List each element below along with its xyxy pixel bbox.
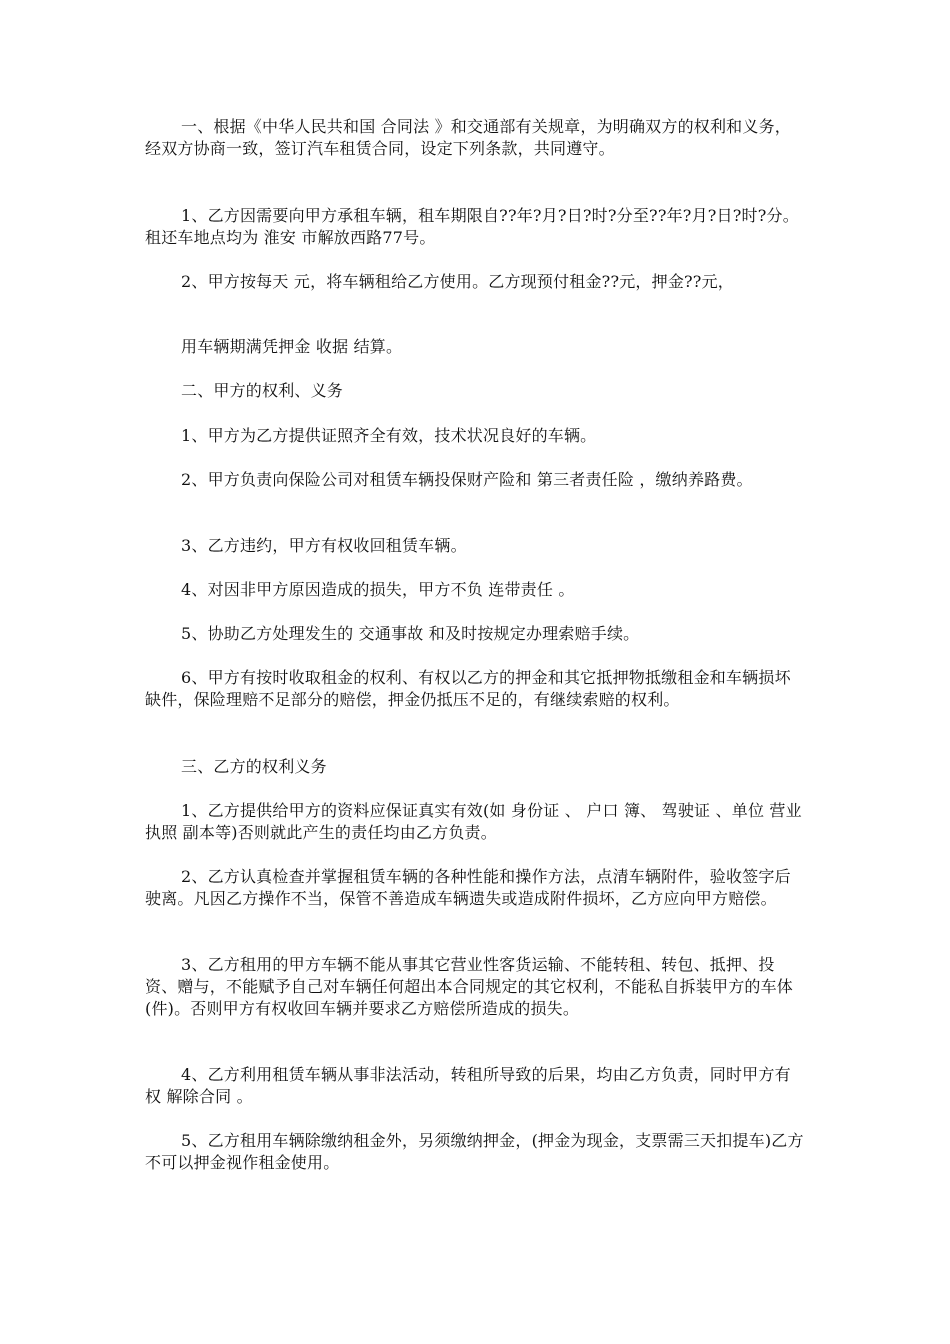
paragraph-party-a-6: 6、甲方有按时收取租金的权利、有权以乙方的押金和其它抵押物抵缴租金和车辆损坏缺件，保险理赔不足部分的赔偿，押金仍抵压不足的，有继续索赔的权利。 [145, 668, 791, 709]
paragraph-party-b-2: 2、乙方认真检查并掌握租赁车辆的各种性能和操作方法，点清车辆附件，验收签字后驶离。凡因乙方操作不当，保管不善造成车辆遗失或造成附件损坏，乙方应向甲方赔偿。 [145, 867, 791, 908]
paragraph-party-b-4: 4、乙方利用租赁车辆从事非法活动，转租所导致的后果，均由乙方负责，同时甲方有权 解除合同 。 [145, 1065, 791, 1106]
section-heading-party-a: 二、甲方的权利、义务 [181, 381, 344, 400]
paragraph-party-a-4: 4、对因非甲方原因造成的损失，甲方不负 连带责任 。 [181, 580, 575, 599]
paragraph-rental-period: 1、乙方因需要向甲方承租车辆，租车期限自??年?月?日?时?分至??年?月?日?时?分。租还车地点均为 淮安 市解放西路77号。 [145, 206, 799, 247]
paragraph-party-a-2: 2、甲方负责向保险公司对租赁车辆投保财产险和 第三者责任险 ，缴纳养路费。 [181, 470, 753, 489]
paragraph-party-b-3: 3、乙方租用的甲方车辆不能从事其它营业性客货运输、不能转租、转包、抵押、投资、赠与，不能赋予自己对车辆任何超出本合同规定的其它权利，不能私自拆装甲方的车体(件)。否则甲方有权收回车辆并要求乙方赔偿所造成的损失。 [145, 955, 794, 1018]
paragraph-settlement: 用车辆期满凭押金 收据 结算。 [181, 337, 403, 356]
paragraph-party-a-1: 1、甲方为乙方提供证照齐全有效，技术状况良好的车辆。 [181, 426, 597, 445]
paragraph-party-a-3: 3、乙方违约，甲方有权收回租赁车辆。 [181, 536, 467, 555]
paragraph-party-a-5: 5、协助乙方处理发生的 交通事故 和及时按规定办理索赔手续。 [181, 624, 640, 643]
paragraph-party-b-1: 1、乙方提供给甲方的资料应保证真实有效(如 身份证 、 户口 簿、 驾驶证 、单位 营业执照 副本等)否则就此产生的责任均由乙方负责。 [145, 801, 802, 842]
paragraph-rent-deposit: 2、甲方按每天 元，将车辆租给乙方使用。乙方现预付租金??元，押金??元， [181, 272, 734, 291]
paragraph-intro: 一、根据《中华人民共和国 合同法 》和交通部有关规章，为明确双方的权利和义务，经双方协商一致，签订汽车租赁合同，设定下列条款，共同遵守。 [145, 117, 791, 158]
section-heading-party-b: 三、乙方的权利义务 [181, 757, 327, 776]
paragraph-party-b-5: 5、乙方租用车辆除缴纳租金外，另须缴纳押金，(押金为现金，支票需三天扣提车)乙方不可以押金视作租金使用。 [145, 1131, 804, 1172]
